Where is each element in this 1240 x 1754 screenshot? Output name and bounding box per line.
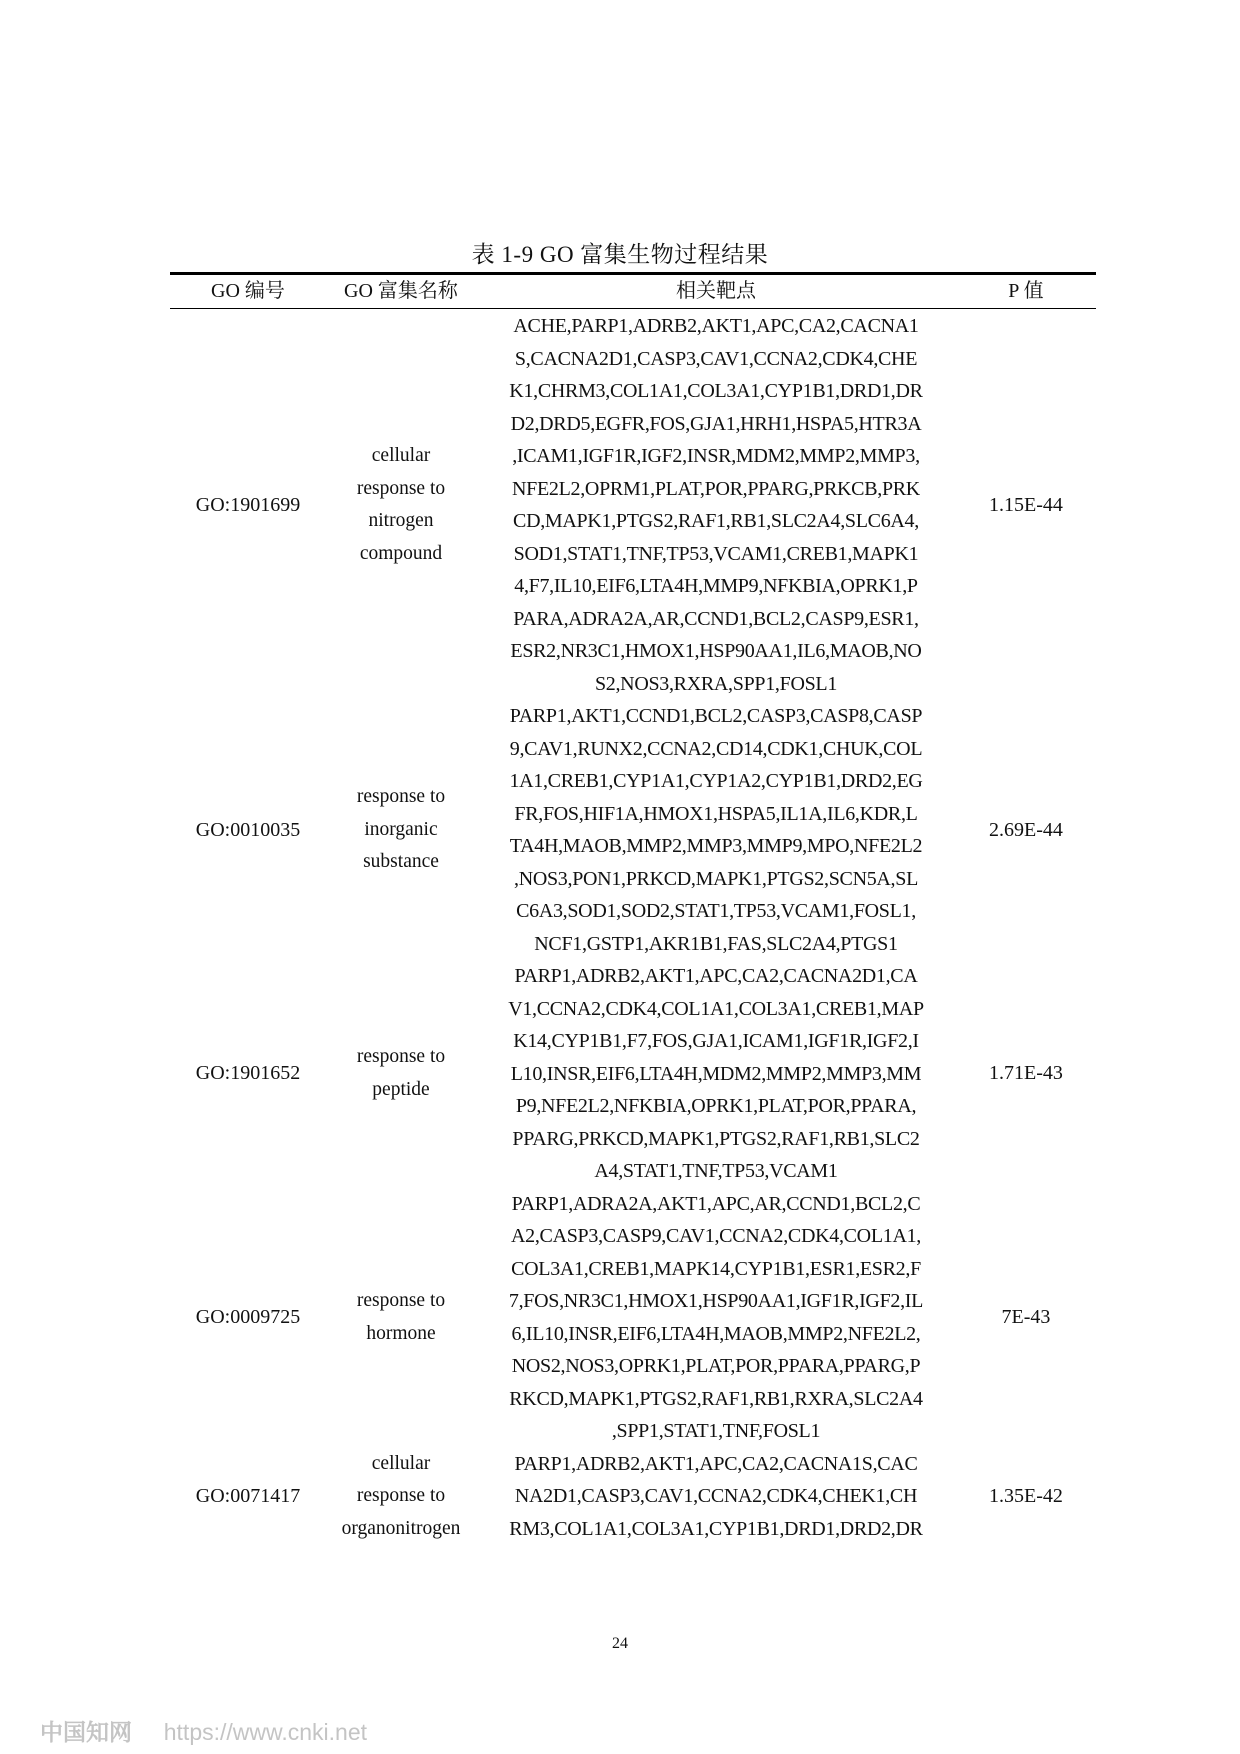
targets-line: C6A3,SOD1,SOD2,STAT1,TP53,VCAM1,FOSL1,	[516, 900, 916, 922]
p-value-cell: 1.71E-43	[989, 1062, 1063, 1085]
targets-line: PPARG,PRKCD,MAPK1,PTGS2,RAF1,RB1,SLC2	[512, 1127, 920, 1150]
go-name-line: inorganic	[364, 818, 438, 840]
header-go-id: GO 编号	[211, 280, 285, 302]
go-name-line: organonitrogen	[341, 1517, 461, 1539]
go-name-line: cellular	[371, 445, 431, 466]
go-name-line: response to	[356, 1485, 446, 1506]
go-name-cell	[326, 960, 476, 1188]
targets-cell	[476, 1448, 956, 1546]
targets-line: NA2D1,CASP3,CAV1,CCNA2,CDK4,CHEK1,CH	[514, 1485, 918, 1507]
targets-line: 7,FOS,NR3C1,HMOX1,HSP90AA1,IGF1R,IGF2,IL	[508, 1290, 924, 1312]
table-row	[170, 700, 1096, 960]
targets-cell	[476, 310, 956, 700]
targets-line: L10,INSR,EIF6,LTA4H,MDM2,MMP2,MMP3,MM	[510, 1062, 922, 1085]
p-value-cell: 1.15E-44	[989, 493, 1063, 516]
targets-line: FR,FOS,HIF1A,HMOX1,HSPA5,IL1A,IL6,KDR,L	[514, 802, 918, 825]
targets-line: K14,CYP1B1,F7,FOS,GJA1,ICAM1,IGF1R,IGF2,I	[513, 1030, 919, 1052]
go-name-line: response to	[356, 1290, 446, 1311]
go-id-cell: GO:1901652	[195, 1062, 301, 1085]
targets-line: PARP1,ADRA2A,AKT1,APC,AR,CCND1,BCL2,C	[511, 1192, 921, 1215]
watermark-url: https://www.cnki.net	[163, 1719, 367, 1745]
targets-cell	[476, 1188, 956, 1448]
go-name-cell	[326, 700, 476, 960]
go-name-cell	[326, 1448, 476, 1546]
page-number: 24	[612, 1635, 628, 1652]
targets-line: TA4H,MAOB,MMP2,MMP3,MMP9,MPO,NFE2L2	[509, 835, 923, 857]
table-row	[170, 310, 1096, 700]
targets-line: PARP1,ADRB2,AKT1,APC,CA2,CACNA1S,CAC	[514, 1452, 918, 1475]
targets-line: S,CACNA2D1,CASP3,CAV1,CCNA2,CDK4,CHE	[514, 347, 918, 370]
targets-line: 1A1,CREB1,CYP1A1,CYP1A2,CYP1B1,DRD2,EG	[509, 770, 923, 792]
targets-line: PARA,ADRA2A,AR,CCND1,BCL2,CASP9,ESR1,	[513, 607, 919, 630]
go-name-line: nitrogen	[368, 510, 434, 531]
targets-line: PARP1,AKT1,CCND1,BCL2,CASP3,CASP8,CASP	[509, 705, 923, 727]
targets-line: V1,CCNA2,CDK4,COL1A1,COL3A1,CREB1,MAP	[508, 997, 924, 1020]
targets-line: RM3,COL1A1,COL3A1,CYP1B1,DRD1,DRD2,DR	[509, 1517, 923, 1540]
go-name-line: substance	[363, 851, 439, 873]
targets-line: ACHE,PARP1,ADRB2,AKT1,APC,CA2,CACNA1	[513, 315, 919, 337]
cnki-watermark	[40, 1714, 367, 1747]
go-name-line: cellular	[371, 1452, 431, 1474]
table-row	[170, 960, 1096, 1188]
targets-line: D2,DRD5,EGFR,FOS,GJA1,HRH1,HSPA5,HTR3A	[510, 412, 922, 435]
targets-line: P9,NFE2L2,NFKBIA,OPRK1,PLAT,POR,PPARA,	[515, 1095, 917, 1117]
targets-line: 4,F7,IL10,EIF6,LTA4H,MMP9,NFKBIA,OPRK1,P	[514, 575, 918, 597]
header-go-name: GO 富集名称	[344, 280, 458, 302]
targets-line: S2,NOS3,RXRA,SPP1,FOSL1	[594, 672, 838, 695]
header-targets: 相关靶点	[676, 280, 756, 302]
p-value-cell: 7E-43	[1001, 1306, 1051, 1328]
targets-line: 9,CAV1,RUNX2,CCNA2,CD14,CDK1,CHUK,COL	[509, 737, 923, 760]
table-header-rule	[170, 308, 1096, 309]
go-id-cell: GO:1901699	[195, 493, 301, 516]
go-name-line: response to	[356, 477, 446, 499]
go-name-line: response to	[356, 1046, 446, 1068]
targets-line: NOS2,NOS3,OPRK1,PLAT,POR,PPARA,PPARG,P	[511, 1355, 921, 1377]
table-caption: 表 1-9 GO 富集生物过程结果	[471, 242, 769, 267]
targets-line: A4,STAT1,TNF,TP53,VCAM1	[594, 1160, 838, 1182]
go-name-cell	[326, 310, 476, 700]
go-id-cell: GO:0071417	[195, 1484, 301, 1507]
p-value-cell: 2.69E-44	[989, 818, 1063, 841]
targets-line: 6,IL10,INSR,EIF6,LTA4H,MAOB,MMP2,NFE2L2,	[511, 1322, 921, 1345]
targets-cell	[476, 960, 956, 1188]
go-name-line: peptide	[372, 1078, 430, 1100]
targets-line: SOD1,STAT1,TNF,TP53,VCAM1,CREB1,MAPK1	[513, 542, 919, 565]
table-row	[170, 1188, 1096, 1448]
go-name-line: hormone	[366, 1322, 436, 1344]
go-id-cell: GO:0009725	[195, 1306, 301, 1328]
targets-line: K1,CHRM3,COL1A1,COL3A1,CYP1B1,DRD1,DR	[509, 380, 923, 402]
table-header	[170, 276, 1096, 307]
targets-line: A2,CASP3,CASP9,CAV1,CCNA2,CDK4,COL1A1,	[511, 1225, 921, 1247]
go-name-line: compound	[359, 542, 443, 564]
table-row	[170, 1448, 1096, 1546]
targets-line: ,SPP1,STAT1,TNF,FOSL1	[611, 1420, 821, 1442]
watermark-logo: 中国知网	[40, 1720, 132, 1746]
go-name-line: response to	[356, 786, 446, 808]
p-value-cell: 1.35E-42	[989, 1484, 1063, 1507]
targets-line: ESR2,NR3C1,HMOX1,HSP90AA1,IL6,MAOB,NO	[510, 640, 922, 662]
targets-line: PARP1,ADRB2,AKT1,APC,CA2,CACNA2D1,CA	[514, 965, 918, 987]
go-id-cell: GO:0010035	[195, 818, 301, 841]
targets-line: NFE2L2,OPRM1,PLAT,POR,PPARG,PRKCB,PRK	[512, 477, 920, 500]
targets-line: COL3A1,CREB1,MAPK14,CYP1B1,ESR1,ESR2,F	[511, 1257, 921, 1280]
header-p-value: P 值	[1008, 280, 1044, 302]
targets-line: NCF1,GSTP1,AKR1B1,FAS,SLC2A4,PTGS1	[534, 932, 898, 955]
targets-line: CD,MAPK1,PTGS2,RAF1,RB1,SLC2A4,SLC6A4,	[513, 510, 919, 532]
targets-line: ,NOS3,PON1,PRKCD,MAPK1,PTGS2,SCN5A,SL	[514, 867, 918, 890]
go-name-cell	[326, 1188, 476, 1448]
table-top-rule	[170, 272, 1096, 275]
targets-line: ,ICAM1,IGF1R,IGF2,INSR,MDM2,MMP2,MMP3,	[512, 445, 920, 467]
targets-line: RKCD,MAPK1,PTGS2,RAF1,RB1,RXRA,SLC2A4	[509, 1387, 923, 1410]
targets-cell	[476, 700, 956, 960]
